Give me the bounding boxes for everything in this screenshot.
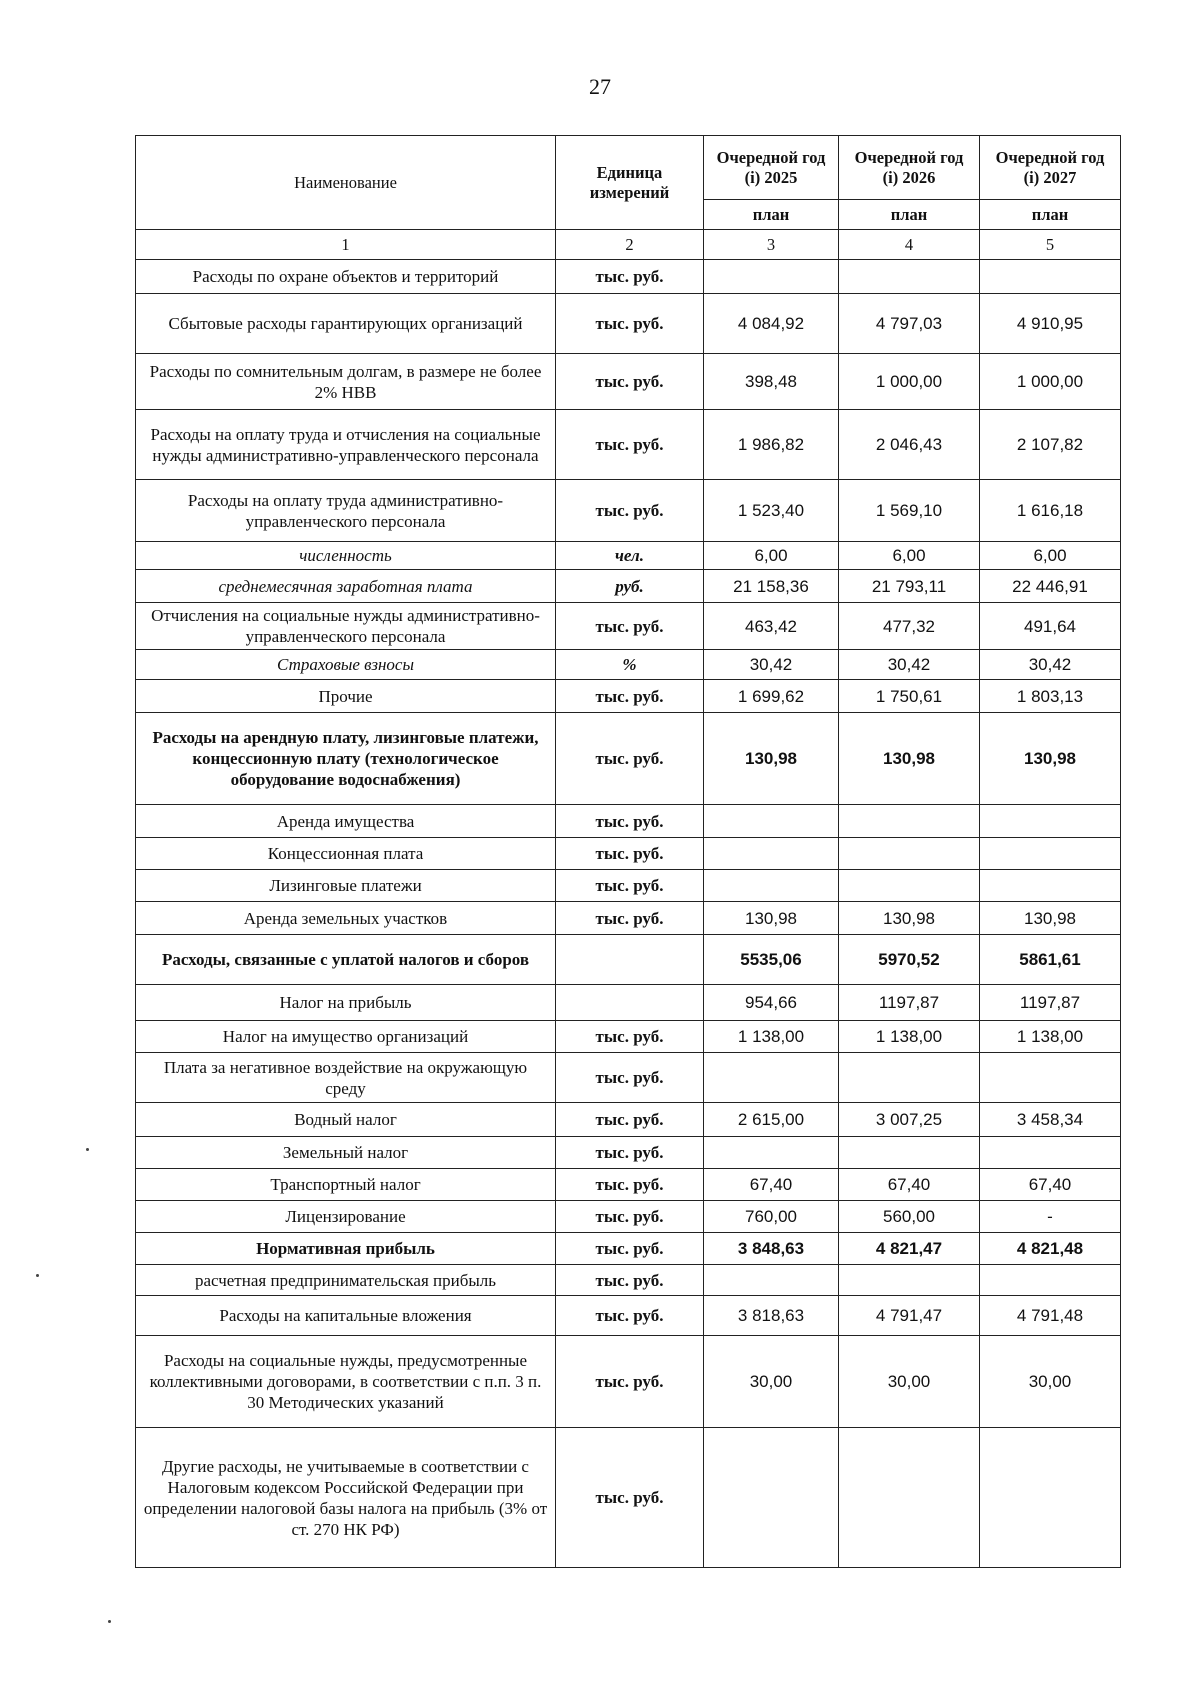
row-unit: тыс. руб. (556, 680, 704, 713)
table-row (136, 713, 1121, 805)
table-row (136, 1428, 1121, 1568)
row-name: Прочие (136, 680, 556, 713)
row-value-2025: 3 818,63 (704, 1296, 839, 1336)
row-value-2025: 1 523,40 (704, 480, 839, 542)
row-value-2025 (704, 870, 839, 902)
row-value-2026: 1 569,10 (839, 480, 980, 542)
row-value-2026: 130,98 (839, 902, 980, 935)
row-value-2027: 130,98 (980, 902, 1121, 935)
row-value-2026: 6,00 (839, 542, 980, 570)
row-name: Страховые взносы (136, 650, 556, 680)
table-row (136, 542, 1121, 570)
table-row (136, 1296, 1121, 1336)
row-value-2026: 67,40 (839, 1169, 980, 1201)
header-year-2027: Очередной год (i) 2027 (980, 136, 1121, 200)
column-number-1: 1 (136, 230, 556, 260)
table-row (136, 1336, 1121, 1428)
row-name: Сбытовые расходы гарантирующих организаций (136, 294, 556, 354)
row-value-2025: 6,00 (704, 542, 839, 570)
row-name: Лизинговые платежи (136, 870, 556, 902)
scan-speck (108, 1620, 111, 1623)
row-value-2027: 67,40 (980, 1169, 1121, 1201)
row-value-2027: 4 910,95 (980, 294, 1121, 354)
row-value-2025: 2 615,00 (704, 1103, 839, 1137)
table-header (136, 136, 1121, 260)
table-row (136, 1233, 1121, 1265)
row-value-2026: 1197,87 (839, 985, 980, 1021)
header-year-2026: Очередной год (i) 2026 (839, 136, 980, 200)
row-unit: тыс. руб. (556, 1201, 704, 1233)
row-unit: чел. (556, 542, 704, 570)
row-value-2027: 6,00 (980, 542, 1121, 570)
row-value-2025: 1 699,62 (704, 680, 839, 713)
row-value-2026: 4 791,47 (839, 1296, 980, 1336)
column-number-3: 3 (704, 230, 839, 260)
row-name: среднемесячная заработная плата (136, 570, 556, 603)
row-name: Плата за негативное воздействие на окружающую среду (136, 1053, 556, 1103)
row-value-2027: 1 000,00 (980, 354, 1121, 410)
row-name: Расходы на оплату труда административно-управленческого персонала (136, 480, 556, 542)
row-unit: тыс. руб. (556, 870, 704, 902)
row-value-2026: 477,32 (839, 603, 980, 650)
row-unit: тыс. руб. (556, 1336, 704, 1428)
row-value-2025 (704, 1265, 839, 1296)
row-value-2026: 130,98 (839, 713, 980, 805)
row-unit: тыс. руб. (556, 1233, 704, 1265)
row-value-2027 (980, 1265, 1121, 1296)
row-unit: тыс. руб. (556, 1265, 704, 1296)
table-row (136, 1169, 1121, 1201)
row-name: Расходы по сомнительным долгам, в размере не более 2% НВВ (136, 354, 556, 410)
row-unit: тыс. руб. (556, 1428, 704, 1568)
row-value-2025: 463,42 (704, 603, 839, 650)
row-value-2026 (839, 260, 980, 294)
row-value-2026: 1 750,61 (839, 680, 980, 713)
table-row (136, 1137, 1121, 1169)
row-unit (556, 935, 704, 985)
row-unit: тыс. руб. (556, 1053, 704, 1103)
row-name: Лицензирование (136, 1201, 556, 1233)
row-value-2027: 130,98 (980, 713, 1121, 805)
row-value-2027 (980, 838, 1121, 870)
row-value-2026 (839, 805, 980, 838)
row-value-2027: 4 821,48 (980, 1233, 1121, 1265)
scan-speck (86, 1148, 89, 1151)
row-value-2026: 21 793,11 (839, 570, 980, 603)
row-name: Расходы, связанные с уплатой налогов и сборов (136, 935, 556, 985)
row-unit: тыс. руб. (556, 805, 704, 838)
row-value-2027: 1 616,18 (980, 480, 1121, 542)
row-name: Отчисления на социальные нужды административно-управленческого персонала (136, 603, 556, 650)
row-unit: тыс. руб. (556, 603, 704, 650)
table-row (136, 985, 1121, 1021)
row-value-2027: 22 446,91 (980, 570, 1121, 603)
table-row (136, 354, 1121, 410)
row-value-2026 (839, 1265, 980, 1296)
row-unit: тыс. руб. (556, 1296, 704, 1336)
table-row (136, 1053, 1121, 1103)
row-value-2025 (704, 805, 839, 838)
row-value-2025: 1 138,00 (704, 1021, 839, 1053)
row-name: Расходы на арендную плату, лизинговые платежи, концессионную плату (технологическое оборудование водоснабжения) (136, 713, 556, 805)
row-value-2026 (839, 1053, 980, 1103)
row-value-2025 (704, 260, 839, 294)
row-value-2025: 30,42 (704, 650, 839, 680)
table-row (136, 870, 1121, 902)
header-unit: Единица измерений (556, 136, 704, 230)
row-value-2027: 4 791,48 (980, 1296, 1121, 1336)
row-value-2025 (704, 1428, 839, 1568)
row-name: Расходы по охране объектов и территорий (136, 260, 556, 294)
header-year-2025: Очередной год (i) 2025 (704, 136, 839, 200)
row-unit: тыс. руб. (556, 1137, 704, 1169)
scan-speck (36, 1274, 39, 1277)
row-value-2026: 3 007,25 (839, 1103, 980, 1137)
row-value-2027: 2 107,82 (980, 410, 1121, 480)
row-unit: тыс. руб. (556, 294, 704, 354)
table-row (136, 805, 1121, 838)
row-value-2026: 4 821,47 (839, 1233, 980, 1265)
row-unit: тыс. руб. (556, 260, 704, 294)
row-value-2025 (704, 1053, 839, 1103)
table-row (136, 1021, 1121, 1053)
row-unit: тыс. руб. (556, 480, 704, 542)
table-row (136, 1265, 1121, 1296)
row-value-2026: 1 000,00 (839, 354, 980, 410)
row-value-2027 (980, 1428, 1121, 1568)
row-value-2026 (839, 870, 980, 902)
row-value-2025: 67,40 (704, 1169, 839, 1201)
column-number-5: 5 (980, 230, 1121, 260)
row-name: численность (136, 542, 556, 570)
row-value-2026: 4 797,03 (839, 294, 980, 354)
row-value-2026 (839, 838, 980, 870)
row-value-2026: 30,42 (839, 650, 980, 680)
row-name: Водный налог (136, 1103, 556, 1137)
table-row (136, 838, 1121, 870)
row-value-2026 (839, 1428, 980, 1568)
table-row (136, 680, 1121, 713)
row-unit: тыс. руб. (556, 410, 704, 480)
row-name: Аренда имущества (136, 805, 556, 838)
row-unit: тыс. руб. (556, 1169, 704, 1201)
row-value-2027: 1 803,13 (980, 680, 1121, 713)
row-value-2026: 1 138,00 (839, 1021, 980, 1053)
row-unit: тыс. руб. (556, 902, 704, 935)
row-value-2025: 3 848,63 (704, 1233, 839, 1265)
row-unit: тыс. руб. (556, 354, 704, 410)
row-value-2027: 30,00 (980, 1336, 1121, 1428)
column-number-4: 4 (839, 230, 980, 260)
row-value-2027: 5861,61 (980, 935, 1121, 985)
row-name: Нормативная прибыль (136, 1233, 556, 1265)
row-unit: тыс. руб. (556, 1103, 704, 1137)
table-row (136, 1103, 1121, 1137)
row-name: Расходы на оплату труда и отчисления на социальные нужды административно-управленческого персонала (136, 410, 556, 480)
row-value-2026: 5970,52 (839, 935, 980, 985)
row-value-2027: 30,42 (980, 650, 1121, 680)
table-row (136, 902, 1121, 935)
row-value-2025 (704, 838, 839, 870)
row-value-2025: 760,00 (704, 1201, 839, 1233)
row-value-2025: 1 986,82 (704, 410, 839, 480)
table-row (136, 570, 1121, 603)
row-name: расчетная предпринимательская прибыль (136, 1265, 556, 1296)
row-value-2025: 21 158,36 (704, 570, 839, 603)
table-row (136, 1201, 1121, 1233)
row-name: Транспортный налог (136, 1169, 556, 1201)
row-value-2025: 398,48 (704, 354, 839, 410)
expenses-table (135, 135, 1121, 1568)
row-value-2026: 2 046,43 (839, 410, 980, 480)
table-row (136, 410, 1121, 480)
row-name: Земельный налог (136, 1137, 556, 1169)
row-unit: тыс. руб. (556, 838, 704, 870)
column-number-2: 2 (556, 230, 704, 260)
table-row (136, 480, 1121, 542)
row-unit: тыс. руб. (556, 713, 704, 805)
row-value-2026: 560,00 (839, 1201, 980, 1233)
row-name: Налог на имущество организаций (136, 1021, 556, 1053)
table-row (136, 603, 1121, 650)
row-value-2027 (980, 260, 1121, 294)
header-name: Наименование (136, 136, 556, 230)
row-unit: руб. (556, 570, 704, 603)
row-name: Другие расходы, не учитываемые в соответствии с Налоговым кодексом Российской Федерации при определении налоговой базы налога на прибыль (3% от ст. 270 НК РФ) (136, 1428, 556, 1568)
row-unit (556, 985, 704, 1021)
row-value-2027 (980, 805, 1121, 838)
row-value-2025: 30,00 (704, 1336, 839, 1428)
row-value-2027 (980, 1053, 1121, 1103)
header-plan-2025: план (704, 200, 839, 230)
row-name: Аренда земельных участков (136, 902, 556, 935)
row-value-2027: 3 458,34 (980, 1103, 1121, 1137)
row-name: Налог на прибыль (136, 985, 556, 1021)
row-value-2027 (980, 1137, 1121, 1169)
row-value-2027: 1 138,00 (980, 1021, 1121, 1053)
row-value-2025: 130,98 (704, 902, 839, 935)
row-value-2025: 4 084,92 (704, 294, 839, 354)
row-value-2027: 1197,87 (980, 985, 1121, 1021)
row-value-2027 (980, 870, 1121, 902)
row-value-2025: 954,66 (704, 985, 839, 1021)
table-body (136, 260, 1121, 1568)
header-plan-2026: план (839, 200, 980, 230)
row-unit: тыс. руб. (556, 1021, 704, 1053)
row-value-2027: 491,64 (980, 603, 1121, 650)
table-row (136, 294, 1121, 354)
row-unit: % (556, 650, 704, 680)
row-name: Расходы на социальные нужды, предусмотренные коллективными договорами, в соответствии с п.п. 3 п. 30 Методических указаний (136, 1336, 556, 1428)
table-row (136, 935, 1121, 985)
table-row (136, 260, 1121, 294)
row-value-2026 (839, 1137, 980, 1169)
row-name: Расходы на капитальные вложения (136, 1296, 556, 1336)
row-value-2025: 130,98 (704, 713, 839, 805)
row-value-2025 (704, 1137, 839, 1169)
row-value-2025: 5535,06 (704, 935, 839, 985)
row-name: Концессионная плата (136, 838, 556, 870)
page-number: 27 (589, 74, 611, 99)
row-value-2027: - (980, 1201, 1121, 1233)
table-row (136, 650, 1121, 680)
header-plan-2027: план (980, 200, 1121, 230)
row-value-2026: 30,00 (839, 1336, 980, 1428)
